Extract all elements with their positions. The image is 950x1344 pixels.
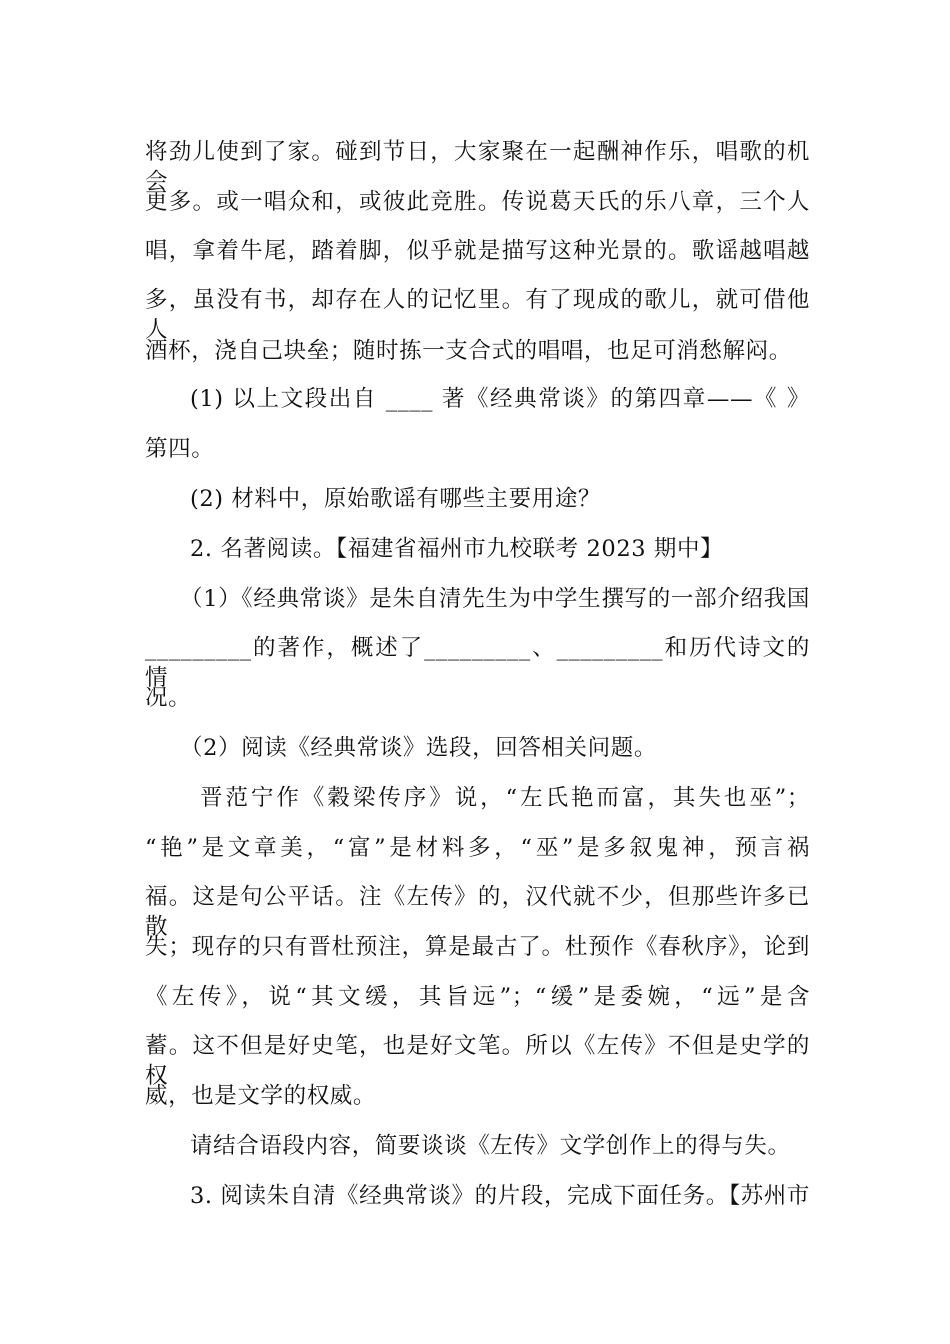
q2-sub1-line-2: _________的著作，概述了_________、_________和历代诗文的情 — [145, 635, 810, 691]
passage1-line-1: 将劲儿使到了家。碰到节日，大家聚在一起酬神作乐，唱歌的机会 — [145, 139, 810, 195]
passage1-line-3: 唱，拿着牛尾，踏着脚，似乎就是描写这种光景的。歌谣越唱越 — [145, 238, 810, 264]
q2-passage-line-2: “艳”是文章美，“富”是材料多，“巫”是多叙鬼神，预言祸 — [145, 835, 810, 861]
q2-passage-line-7: 威，也是文学的权威。 — [145, 1083, 377, 1109]
q2-prompt: 请结合语段内容，简要谈谈《左传》文学创作上的得与失。 — [190, 1133, 791, 1159]
passage1-line-2: 更多。或一唱众和，或彼此竞胜。传说葛天氏的乐八章，三个人 — [145, 189, 810, 215]
q1-part1-line-1: (1) 以上文段出自 ____ 著《经典常谈》的第四章——《 》 — [190, 386, 810, 412]
passage1-line-5: 酒杯，浇自己块垒；随时拣一支合式的唱唱，也足可消愁解闷。 — [145, 338, 792, 364]
q2-sub1-line-1: （1）《经典常谈》是朱自清先生为中学生撰写的一部介绍我国 — [180, 586, 810, 612]
q2-passage-line-3: 福。这是句公平话。注《左传》的，汉代就不少，但那些许多已散 — [145, 884, 810, 940]
q2-sub1-line-3: 况。 — [145, 685, 192, 711]
q1-part1-line-2: 第四。 — [145, 436, 215, 462]
q2-sub2: （2）阅读《经典常谈》选段，回答相关问题。 — [180, 735, 657, 761]
q3-heading: 3. 阅读朱自清《经典常谈》的片段，完成下面任务。【苏州市 — [190, 1183, 810, 1209]
q2-passage-line-4: 失；现存的只有晋杜预注，算是最古了。杜预作《春秋序》，论到 — [145, 934, 810, 960]
q2-passage-line-5: 《左传》，说“其文缓，其旨远”；“缓”是委婉，“远”是含 — [145, 984, 810, 1010]
q1-part2: (2) 材料中，原始歌谣有哪些主要用途？ — [190, 486, 602, 512]
q2-passage-line-6: 蓄。这不但是好史笔，也是好文笔。所以《左传》不但是史学的权 — [145, 1033, 810, 1089]
passage1-line-4: 多，虽没有书，却存在人的记忆里。有了现成的歌儿，就可借他人 — [145, 287, 810, 343]
q2-heading: 2. 名著阅读。【福建省福州市九校联考 2023 期中】 — [190, 536, 724, 562]
q2-passage-line-1: 晋范宁作《穀梁传序》说，“左氏艳而富，其失也巫”； — [200, 785, 810, 811]
